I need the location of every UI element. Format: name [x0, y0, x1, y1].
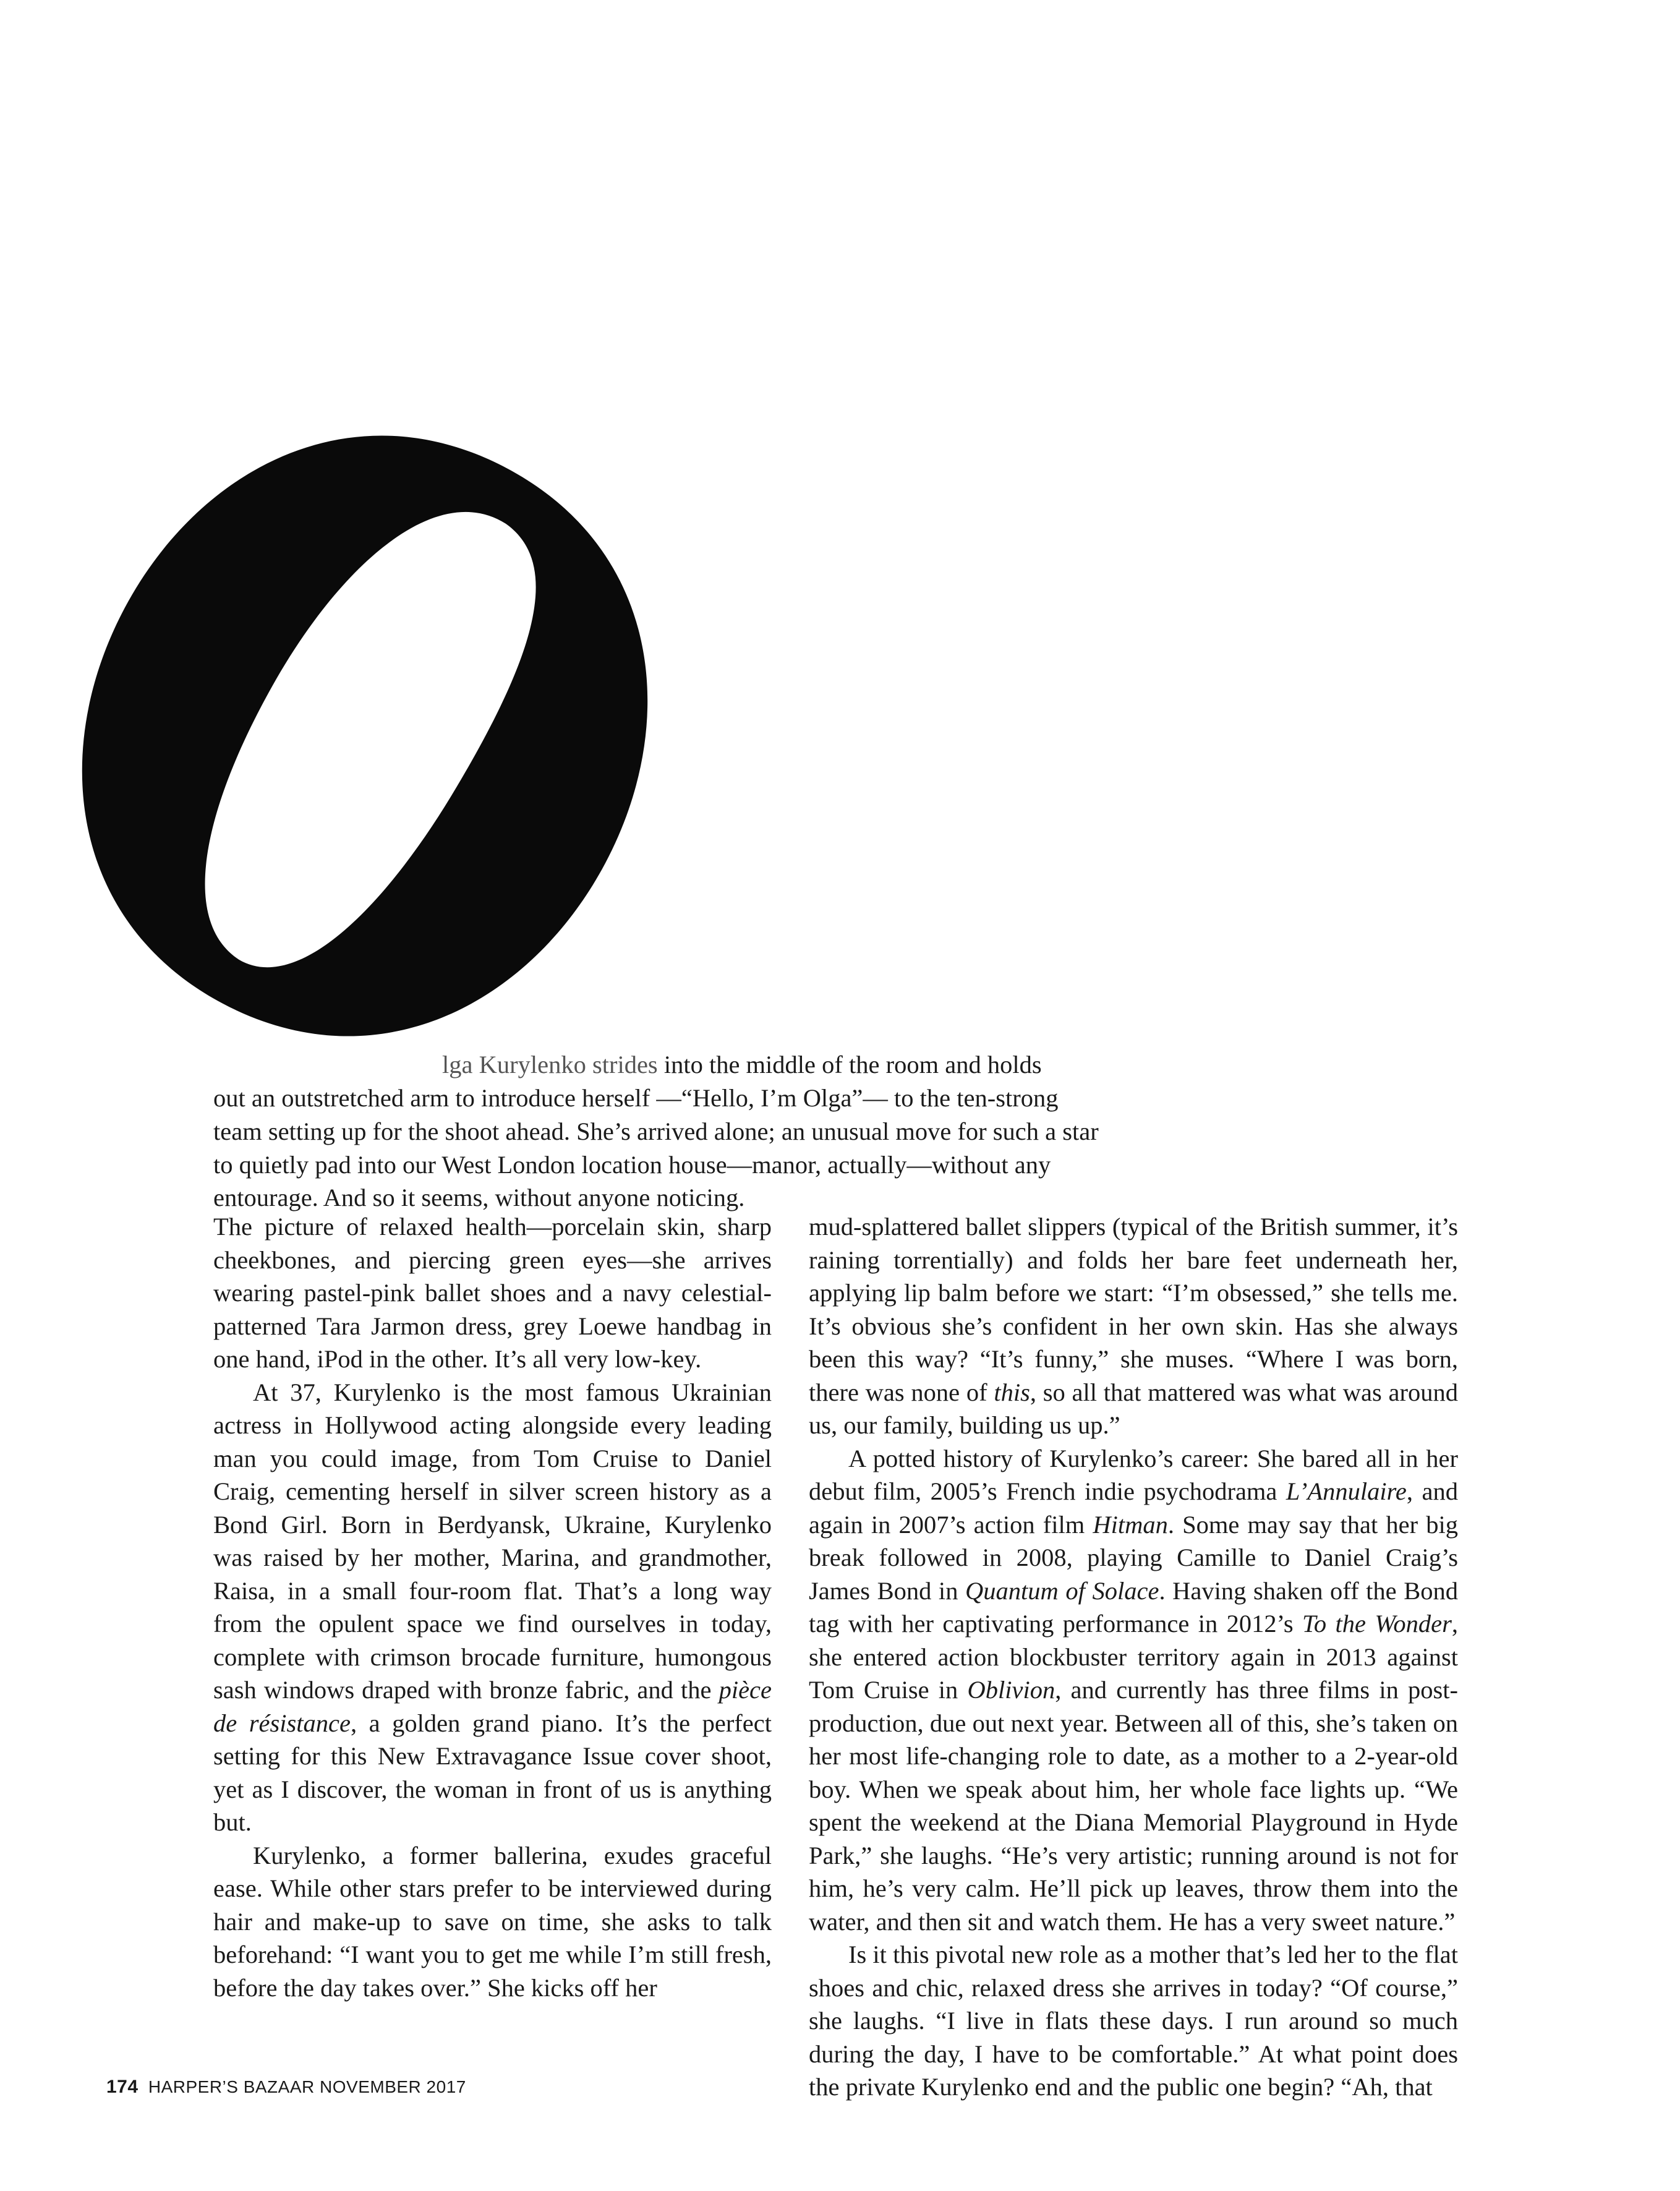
lead-line-3: team setting up for the shoot ahead. She’s arrived alone; an unusual move for such a star: [213, 1117, 1099, 1145]
right-paragraph-2: [809, 1442, 1458, 1939]
rp2-b: , and again in 2007’s action film: [809, 1477, 1458, 1539]
left-paragraph-2-end: , a golden grand piano. It’s the perfect setting for this New Extravagance Issue cover shoot, yet as I discover, the woman in front of us is anything but.: [213, 1709, 772, 1836]
left-paragraph-2: [213, 1376, 772, 1839]
page-footer: [106, 2077, 466, 2098]
right-paragraph-1: [809, 1210, 1458, 1442]
rp2-a: A potted history of Kurylenko’s career: She bared all in her debut film, 2005’s French indie psychodrama: [809, 1444, 1458, 1505]
lead-line-1-text: into the middle of the room and holds: [657, 1051, 1042, 1078]
rp2-c: . Some may say that her big break followed in 2008, playing Camille to Daniel Craig’s James Bond in: [809, 1510, 1458, 1605]
rp2-film-hitman: Hitman: [1093, 1510, 1168, 1539]
lead-line-1: [213, 1048, 1098, 1082]
lead-line-4: to quietly pad into our West London location house—manor, actually—without any: [213, 1150, 1051, 1179]
article-lead-continued: [213, 1115, 1098, 1215]
rp2-e: , she entered action blockbuster territory again in 2013 against Tom Cruise in: [809, 1610, 1459, 1704]
publication-line: HARPER’S BAZAAR NOVEMBER 2017: [148, 2077, 466, 2096]
page-number: 174: [106, 2077, 139, 2097]
left-paragraph-1: The picture of relaxed health—porcelain skin, sharp cheekbones, and piercing green eyes—she arrives wearing pastel-pink ballet shoes and a navy celestial-patterned Tara Jarmon dress, grey Loewe handbag in one hand, iPod in the other. It’s all very low-key.: [213, 1213, 772, 1373]
rp2-film-to-the-wonder: To the Wonder: [1302, 1610, 1452, 1638]
rp2-f: , and currently has three films in post-production, due out next year. Between all of this, she’s taken on her most life-changing role to date, as a mother to a 2-year-old boy. When we speak about him, her whole face lights up. “We spent the weekend at the Diana Memorial Playground in Hyde Park,” she laughs. “He’s very artistic; running around is not for him, he’s very calm. He’ll pick up leaves, throw them into the water, and then sit and watch them. He has a very sweet nature.”: [809, 1676, 1459, 1936]
rp2-film-lannulaire: L’Annulaire: [1286, 1477, 1407, 1505]
rp2-film-oblivion: Oblivion: [967, 1676, 1055, 1704]
lead-line-2: out an outstretched arm to introduce herself —“Hello, I’m Olga”— to the ten-strong: [213, 1083, 1059, 1112]
right-paragraph-1-text: mud-splattered ballet slippers (typical of the British summer, it’s raining torrentially) and folds her bare feet underneath her, applying lip balm before we start: “I’m obsessed,” she tells me. It’s obvious she’s confident in her own skin. Has she always been this way? “It’s funny,” she muses. “Where I was born, there was none of: [809, 1213, 1458, 1406]
right-paragraph-3: Is it this pivotal new role as a mother that’s led her to the flat shoes and chic, relaxed dress she arrives in today? “Of course,” she laughs. “I live in flats these days. I run around so much during the day, I have to be comfortable.” At what point does the private Kurylenko end and the public one begin? “Ah, that: [809, 1941, 1458, 2101]
left-paragraph-2-italic: pièce de résistance: [213, 1676, 772, 1737]
lead-line-5: entourage. And so it seems, without anyone noticing.: [213, 1184, 745, 1211]
rp2-film-quantum: Quantum of Solace: [965, 1576, 1159, 1605]
article-lead: [213, 1048, 1098, 1114]
left-column: [213, 1210, 772, 2004]
lead-in-words: lga Kurylenko strides: [442, 1051, 658, 1078]
rp2-d: . Having shaken off the Bond tag with her captivating performance in 2012’s: [809, 1576, 1458, 1638]
right-column: [809, 1210, 1458, 2104]
left-paragraph-2-text: At 37, Kurylenko is the most famous Ukrainian actress in Hollywood acting alongside every leading man you could image, from Tom Cruise to Daniel Craig, cementing herself in silver screen history as a Bond Girl. Born in Berdyansk, Ukraine, Kurylenko was raised by her mother, Marina, and grandmother, Raisa, in a small four-room flat. That’s a long way from the opulent space we find ourselves in today, complete with crimson brocade furniture, humongous sash windows draped with bronze fabric, and the: [213, 1378, 772, 1704]
left-paragraph-3: Kurylenko, a former ballerina, exudes graceful ease. While other stars prefer to be interviewed during hair and make-up to save on time, she asks to talk beforehand: “I want you to get me while I’m still fresh, before the day takes over.” She kicks off her: [213, 1841, 772, 2002]
drop-cap-o-glyph: [43, 390, 686, 1082]
right-paragraph-1-italic: this: [994, 1378, 1030, 1406]
drop-cap-letter: [43, 390, 686, 1082]
right-paragraph-1-end: , so all that mattered was what was around us, our family, building us up.”: [809, 1378, 1458, 1439]
